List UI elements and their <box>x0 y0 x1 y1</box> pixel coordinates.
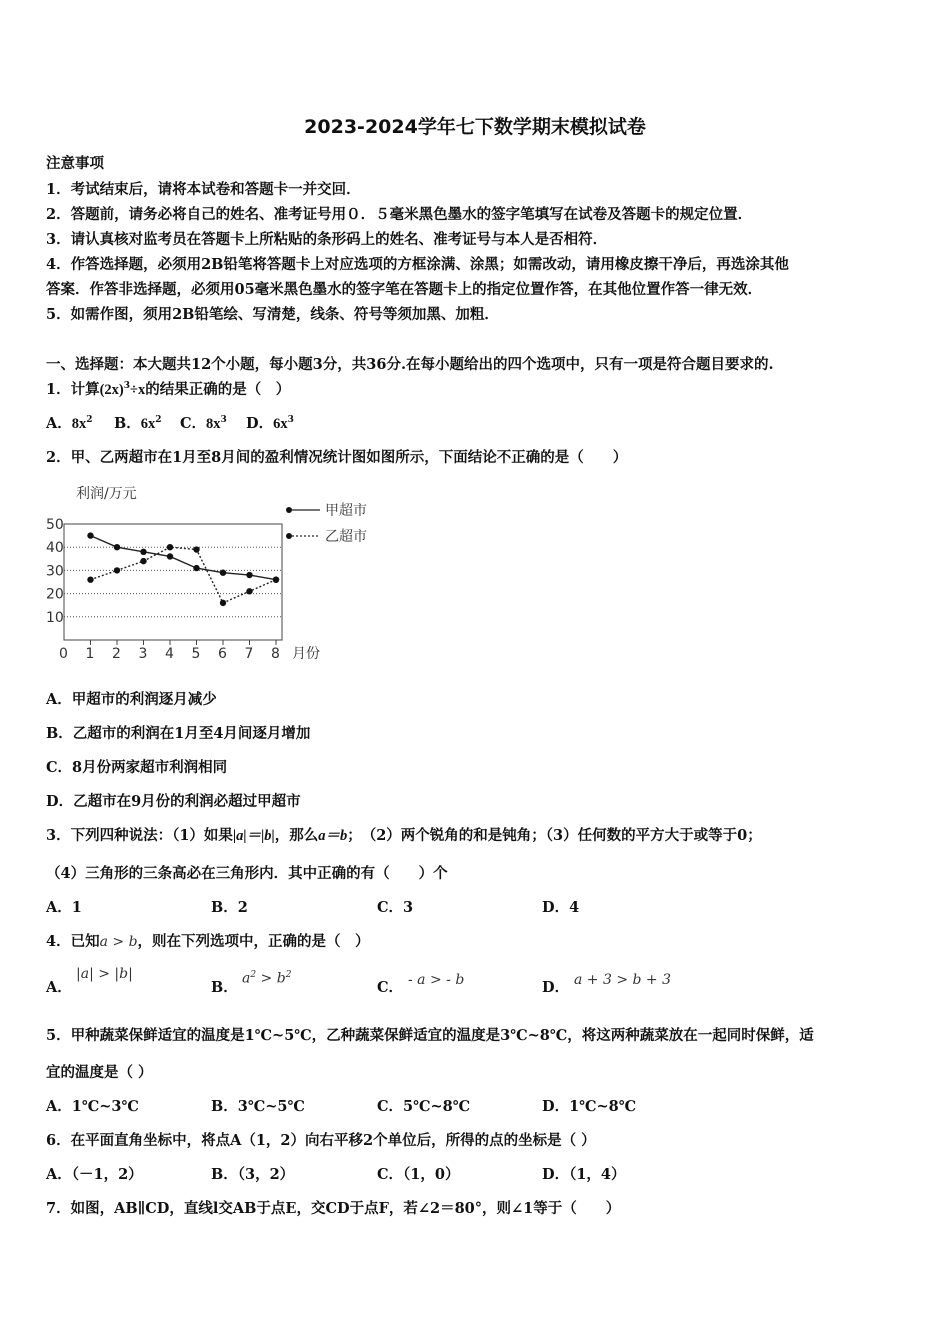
option-label: B． <box>114 415 141 432</box>
q2-option-d[interactable]: D．乙超市在9月份的利润必超过甲超市 <box>46 793 301 810</box>
plot-frame <box>64 524 282 640</box>
data-point <box>140 558 146 564</box>
q3-text-b: ，那么 <box>274 827 319 844</box>
legend-marker <box>286 507 292 513</box>
data-point <box>246 572 252 578</box>
x-tick-label: 2 <box>112 646 121 662</box>
section-heading: 一、选择题：本大题共12个小题，每小题3分，共36分.在每小题给出的四个选项中，只有一项是符合题目要求的. <box>46 356 774 373</box>
data-point <box>167 553 173 559</box>
data-point <box>167 544 173 550</box>
option-expr: 6x <box>273 416 288 432</box>
notice-item: 2．答题前，请务必将自己的姓名、准考证号用０．５毫米黑色墨水的签字笔填写在试卷及答题卡的规定位置． <box>46 206 753 223</box>
data-point <box>246 588 252 594</box>
option-expr: 6x <box>140 416 156 432</box>
notice-heading: 注意事项 <box>46 155 104 172</box>
question-4-options <box>46 966 746 996</box>
q4-option-a-expr: |a| > |b| <box>76 966 133 982</box>
q4-option-b[interactable] <box>211 976 238 997</box>
y-tick-label: 30 <box>46 563 64 580</box>
y-tick-label: 40 <box>46 540 64 557</box>
chart-series <box>87 532 279 606</box>
expr-exp: 2 <box>250 970 257 980</box>
q3-text-a: 3．下列四种说法：（1）如果 <box>46 827 233 844</box>
q1-option-b[interactable] <box>114 412 162 433</box>
question-2-stem: 2．甲、乙两超市在1月至8月间的盈利情况统计图如图所示，下面结论不正确的是（ ） <box>46 449 628 466</box>
q2-option-a[interactable]: A．甲超市的利润逐月减少 <box>46 691 217 708</box>
option-exp: 2 <box>86 415 93 426</box>
question-1-stem <box>46 378 290 399</box>
expr-part: a <box>242 970 251 987</box>
option-expr: 8x <box>206 416 221 432</box>
question-5-line-1: 5．甲种蔬菜保鲜适宜的温度是1℃~5℃，乙种蔬菜保鲜适宜的温度是3℃~8℃，将这两种蔬菜放在一起同时保鲜，适 <box>46 1027 814 1044</box>
legend-label: 甲超市 <box>325 503 367 519</box>
legend-marker <box>286 533 292 539</box>
expr-part: > b <box>256 970 286 987</box>
data-point <box>140 549 146 555</box>
option-expr: 8x <box>71 416 87 432</box>
q2-option-b[interactable]: B．乙超市的利润在1月至4月间逐月增加 <box>46 725 311 742</box>
q3-option-a[interactable]: A．1 <box>46 899 82 916</box>
chart-legend <box>286 502 367 545</box>
legend-label: 乙超市 <box>325 529 367 545</box>
q4-suffix: ，则在下列选项中，正确的是（ ） <box>137 933 370 950</box>
x-tick-label: 3 <box>138 646 148 662</box>
x-tick-label: 7 <box>244 646 254 662</box>
data-point <box>193 565 199 571</box>
data-point <box>87 576 93 582</box>
q4-option-d-expr: a + 3 > b + 3 <box>574 972 672 988</box>
x-tick-label: 5 <box>191 646 201 662</box>
q4-option-c-expr: - a > - b <box>408 972 465 988</box>
q1-option-a[interactable] <box>46 412 93 433</box>
x-tick-label: 6 <box>218 646 227 662</box>
y-tick-label: 20 <box>46 586 64 603</box>
notice-item: 4．作答选择题，必须用2B铅笔将答题卡上对应选项的方框涂满、涂黑；如需改动，请用橡皮擦干净后，再选涂其他 <box>46 256 789 273</box>
data-point <box>87 532 93 538</box>
notice-item: 答案．作答非选择题，必须用05毫米黑色墨水的签字笔在答题卡上的指定位置作答，在其他位置作答一律无效． <box>46 281 763 298</box>
notice-item: 1．考试结束后，请将本试卷和答题卡一并交回． <box>46 181 361 198</box>
question-7-stem: 7．如图，AB∥CD，直线l交AB于点E，交CD于点F，若∠2＝80°，则∠1等于（ ） <box>46 1200 621 1217</box>
question-6-stem: 6．在平面直角坐标中，将点A（1，2）向右平移2个单位后，所得的点的坐标是（ ） <box>46 1132 596 1149</box>
q2-option-c[interactable]: C．8月份两家超市利润相同 <box>46 759 228 776</box>
q4-option-c[interactable] <box>377 976 403 997</box>
q5-option-d[interactable]: D．1℃~8℃ <box>542 1098 637 1115</box>
x-tick-label: 0 <box>59 646 68 662</box>
x-tick-label: 1 <box>85 646 95 662</box>
q3-eq-expr: a＝b <box>318 828 348 844</box>
question-4-stem <box>46 930 370 951</box>
q5-option-b[interactable]: B．3℃~5℃ <box>211 1098 305 1115</box>
q6-option-d[interactable]: D．（1，4） <box>542 1166 626 1183</box>
x-axis-label: 月份 <box>292 646 320 662</box>
q4-option-b-expr <box>242 970 291 987</box>
data-point <box>220 600 226 606</box>
data-point <box>273 576 279 582</box>
y-axis-label: 利润/万元 <box>76 486 137 502</box>
option-exp: 3 <box>220 415 227 426</box>
option-label: C． <box>377 979 404 996</box>
question-3-line-2: （4）三角形的三条高必在三角形内．其中正确的有（ ）个 <box>46 865 448 882</box>
q1-expr-exp: 3 <box>123 381 131 392</box>
q1-option-d[interactable] <box>246 412 294 433</box>
notice-item: 5．如需作图，须用2B铅笔绘、写清楚，线条、符号等须加黑、加粗． <box>46 306 499 323</box>
option-label: D． <box>542 979 570 996</box>
q1-expr-div: ÷x <box>130 382 146 398</box>
option-label: A． <box>46 415 72 432</box>
q6-option-b[interactable]: B．（3，2） <box>211 1166 295 1183</box>
option-label: D． <box>246 415 274 432</box>
q3-option-d[interactable]: D．4 <box>542 899 580 916</box>
q6-option-c[interactable]: C．（1，0） <box>377 1166 460 1183</box>
profit-line-chart <box>38 476 367 666</box>
option-label: B． <box>211 979 238 996</box>
expr-exp: 2 <box>285 970 292 980</box>
q1-expr-base: (2x) <box>99 382 124 398</box>
data-point <box>193 546 199 552</box>
q3-text-c: ； （2）两个锐角的和是钝角；（3）任何数的平方大于或等于0； <box>347 827 762 844</box>
data-point <box>220 570 226 576</box>
q3-abs-expr: |a|＝|b| <box>232 828 275 844</box>
q3-option-b[interactable]: B．2 <box>211 899 248 916</box>
option-label: C． <box>180 415 207 432</box>
x-tick-label: 8 <box>271 646 280 662</box>
x-tick-label: 4 <box>165 646 174 662</box>
option-exp: 3 <box>287 415 294 426</box>
page-title: 2023-2024学年七下数学期末模拟试卷 <box>304 116 646 138</box>
q1-suffix: 的结果正确的是（ ） <box>145 381 291 398</box>
q1-prefix: 1．计算 <box>46 381 100 398</box>
q6-option-a[interactable]: A．（－1，2） <box>46 1166 143 1183</box>
y-tick-label: 10 <box>46 609 64 626</box>
question-5-line-2: 宜的温度是（ ） <box>46 1064 153 1081</box>
q1-option-c[interactable] <box>180 412 227 433</box>
data-point <box>114 544 120 550</box>
data-point <box>114 567 120 573</box>
q3-option-c[interactable]: C．3 <box>377 899 414 916</box>
y-tick-label: 50 <box>46 517 64 533</box>
q5-option-c[interactable]: C．5℃~8℃ <box>377 1098 471 1115</box>
option-exp: 2 <box>155 415 162 426</box>
q4-condition: a > b <box>99 934 138 950</box>
q5-option-a[interactable]: A．1℃~3℃ <box>46 1098 139 1115</box>
question-3-line-1 <box>46 824 762 845</box>
q4-prefix: 4．已知 <box>46 933 100 950</box>
option-label: A． <box>46 979 72 996</box>
q4-option-d[interactable] <box>542 976 569 997</box>
notice-item: 3．请认真核对监考员在答题卡上所粘贴的条形码上的姓名、准考证号与本人是否相符． <box>46 231 608 248</box>
q4-option-a[interactable] <box>46 976 72 997</box>
